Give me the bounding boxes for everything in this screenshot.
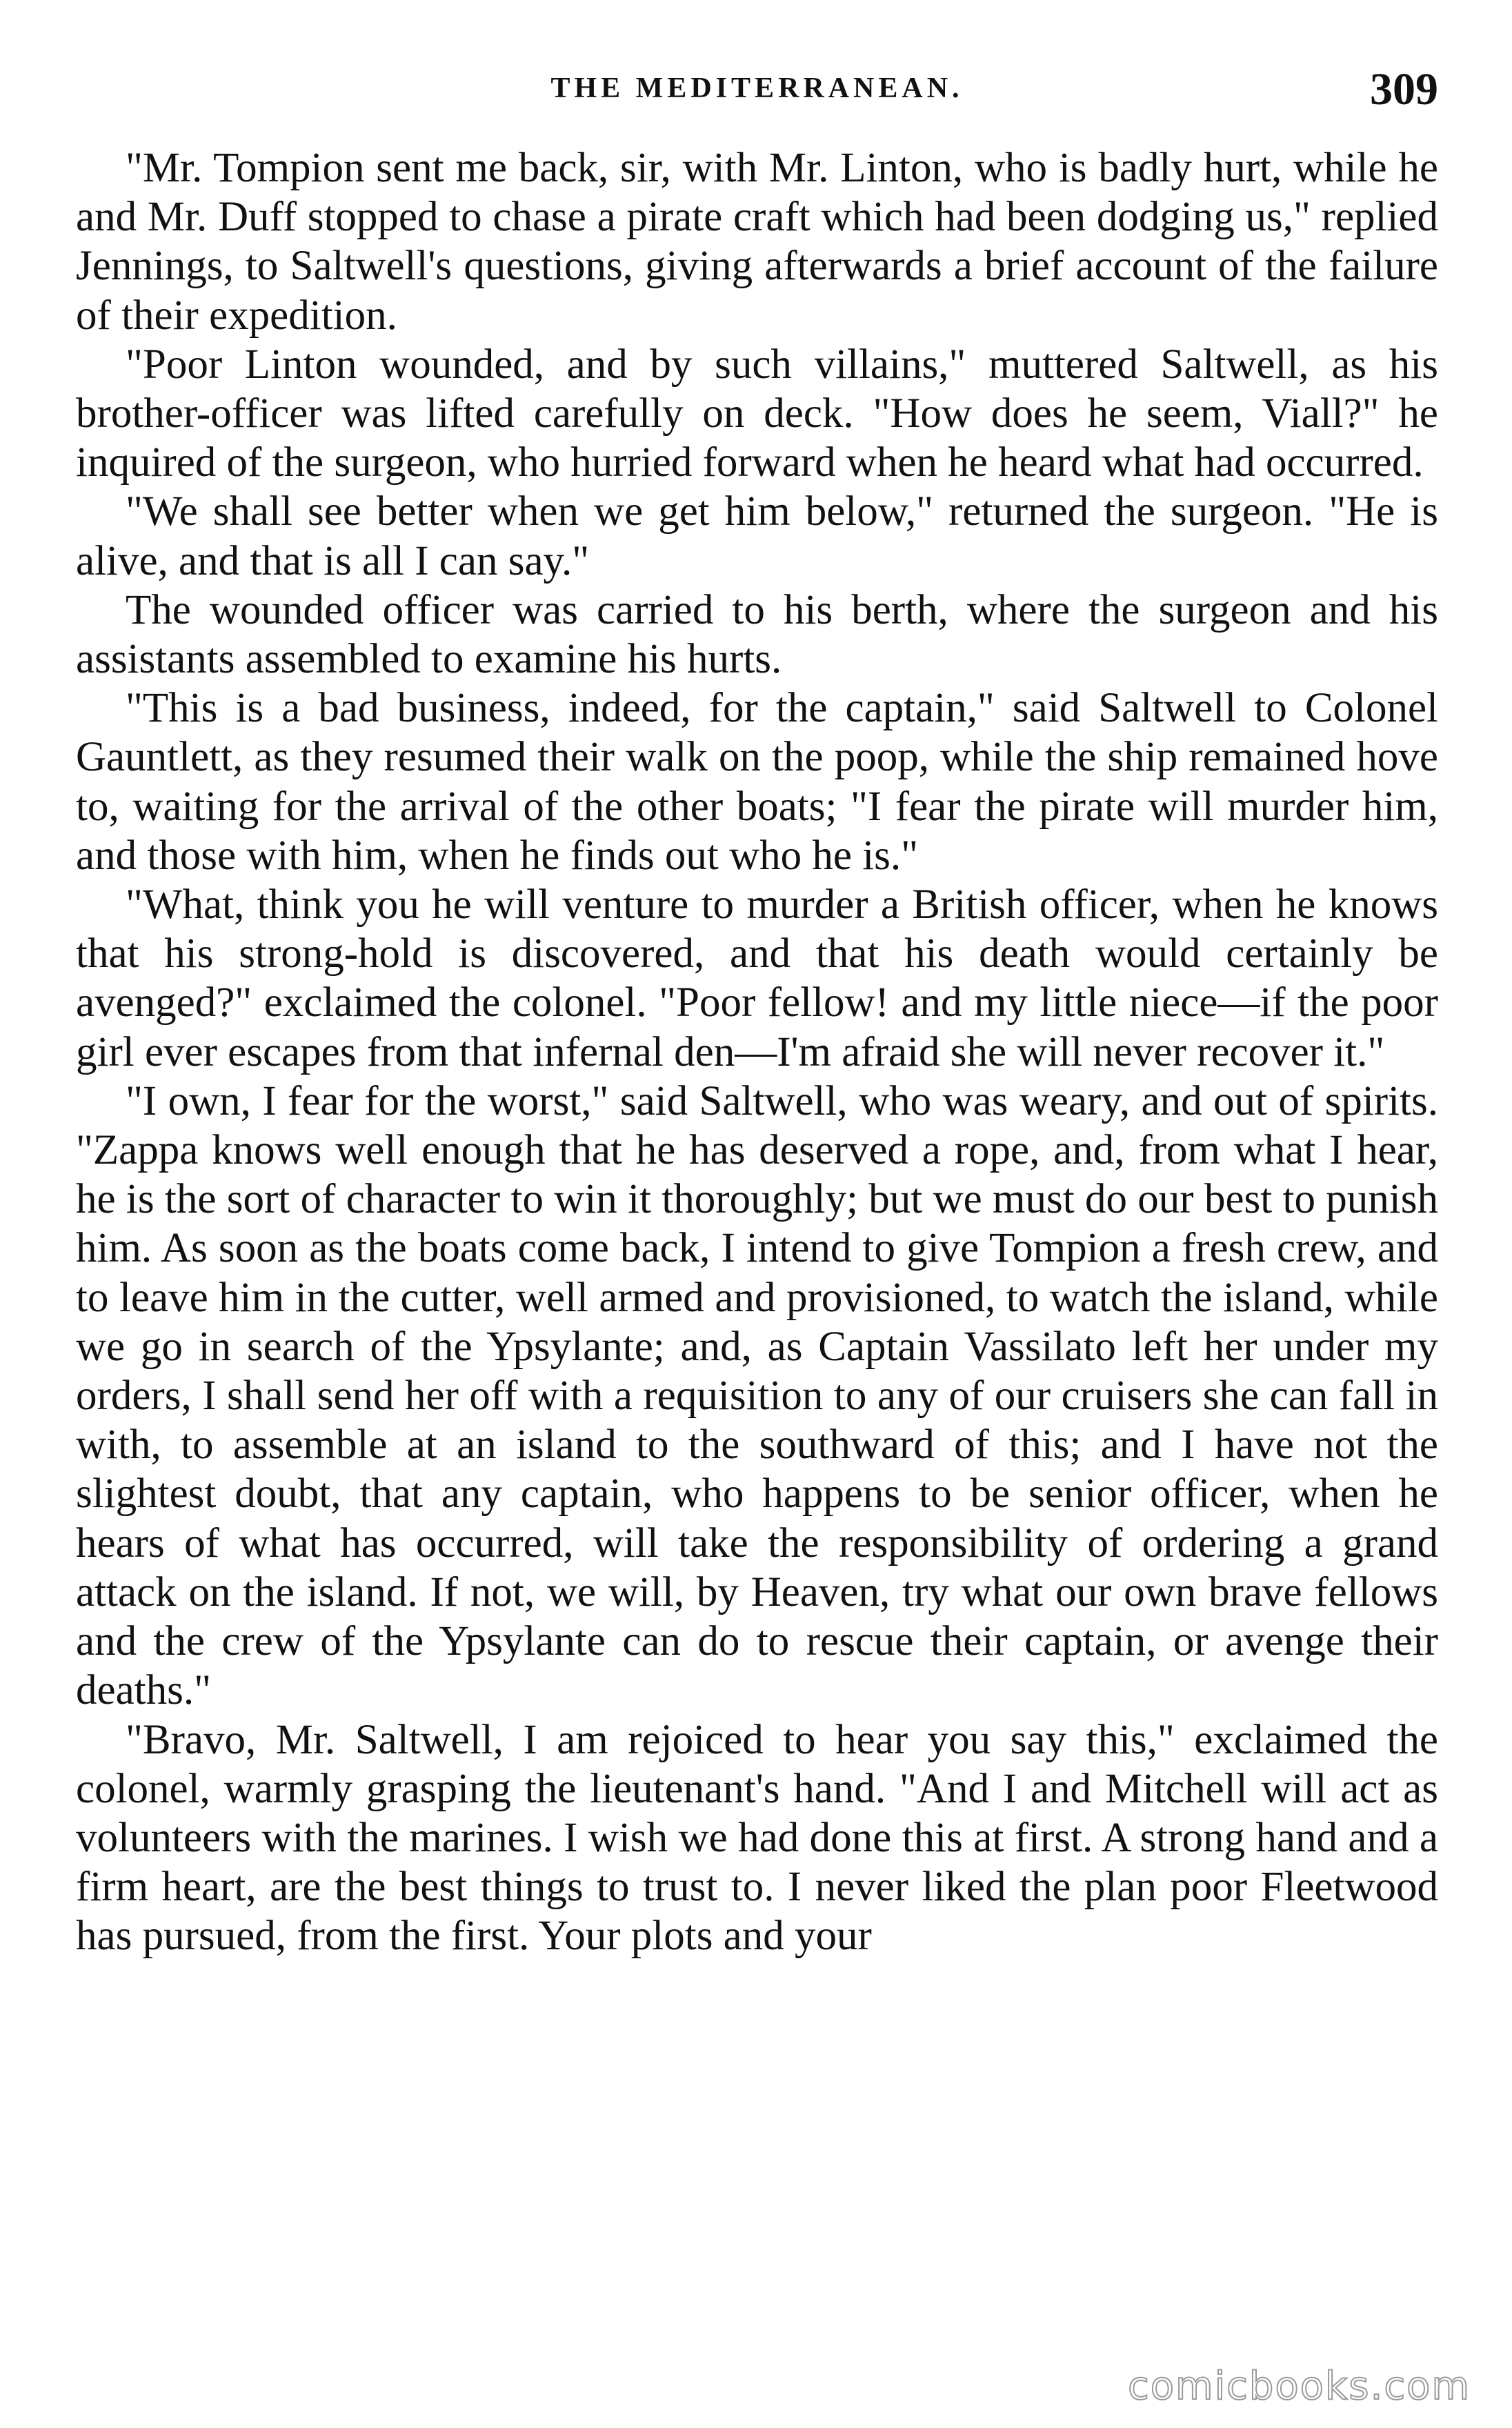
paragraph: "Poor Linton wounded, and by such villains," muttered Saltwell, as his brother-officer was lifted carefully on deck. "How does he seem, Viall?" he inquired of the surgeon, who hurried forward when he heard what had occurred. [76, 341, 1438, 486]
paragraph: "Bravo, Mr. Saltwell, I am rejoiced to hear you say this," exclaimed the colonel, warmly grasping the lieutenant's hand. "And I and Mitchell will act as volunteers with the marines. I wish we had done this at first. A strong hand and a firm heart, are the best things to trust to. I never liked the plan poor Fleetwood has pursued, from the first. Your plots and your [76, 1716, 1438, 1960]
paragraph: "We shall see better when we get him below," returned the surgeon. "He is alive, and that is all I can say." [76, 488, 1438, 584]
paragraph: "This is a bad business, indeed, for the captain," said Saltwell to Colonel Gauntlett, as they resumed their walk on the poop, while the ship remained hove to, waiting for the arrival of the other boats; "I fear the pirate will murder him, and those with him, when he finds out who he is." [76, 685, 1438, 879]
watermark: comicbooks.com [1127, 2364, 1471, 2409]
running-title: THE MEDITERRANEAN. [550, 72, 964, 104]
paragraph: "I own, I fear for the worst," said Saltwell, who was weary, and out of spirits. "Zappa knows well enough that he has deserved a rope, and, from what I hear, he is the sort of character to win it thoroughly; but we must do our best to punish him. As soon as the boats come back, I intend to give Tompion a fresh crew, and to leave him in the cutter, well armed and provisioned, to watch the island, while we go in search of the Ypsylante; and, as Captain Vassilato left her under my orders, I shall send her off with a requisition to any of our cruisers she can fall in with, to assemble at an island to the southward of this; and I have not the slightest doubt, that any captain, who happens to be senior officer, when he hears of what has occurred, will take the responsibility of ordering a grand attack on the island. If not, we will, by Heaven, try what our own brave fellows and the crew of the Ypsylante can do to rescue their captain, or avenge their deaths." [76, 1077, 1438, 1714]
body-text [76, 143, 1438, 1961]
paragraph: "What, think you he will venture to murder a British officer, when he knows that his strong-hold is discovered, and that his death would certainly be avenged?" exclaimed the colonel. "Poor fellow! and my little niece—if the poor girl ever escapes from that infernal den—I'm afraid she will never recover it." [76, 882, 1438, 1075]
paragraph: "Mr. Tompion sent me back, sir, with Mr. Linton, who is badly hurt, while he and Mr. Duff stopped to chase a pirate craft which had been dodging us," replied Jennings, to Saltwell's questions, giving afterwards a brief account of the failure of their expedition. [76, 145, 1438, 339]
paragraph: The wounded officer was carried to his berth, where the surgeon and his assistants assembled to examine his hurts. [76, 586, 1438, 683]
page-number: 309 [1370, 64, 1438, 115]
page-header [76, 63, 1438, 126]
